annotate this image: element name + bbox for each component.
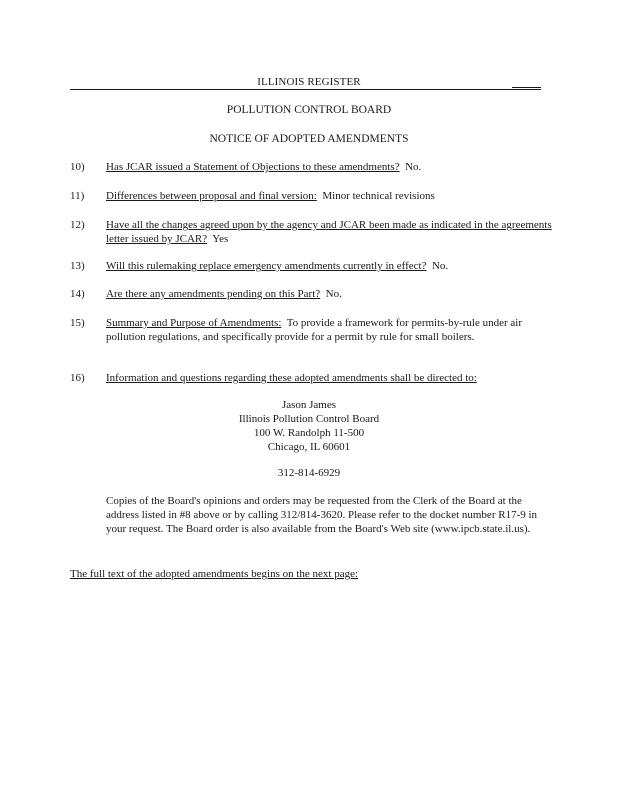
item-body — [106, 218, 576, 246]
contact-block — [0, 398, 618, 454]
item-question: Summary and Purpose of Amendments: — [106, 317, 282, 329]
item-question: Have all the changes agreed upon by the agency and JCAR been made as indicated in the agreements letter issued by JCAR? — [106, 219, 552, 245]
contact-phone-block — [0, 466, 618, 480]
item-answer: No. — [405, 161, 422, 173]
item-number: 14) — [70, 288, 85, 300]
copies-paragraph: Copies of the Board's opinions and orders may be requested from the Clerk of the Board at the address listed in #8 above or by calling 312/814-3620. Please refer to the docket number R17-9 in your request. The Board order is also available from the Board's Web site (www.ipcb.state.il.us). — [106, 495, 538, 535]
item-body — [106, 316, 538, 344]
item-number: 15) — [70, 317, 85, 329]
header-rule — [70, 89, 541, 90]
item-question: Are there any amendments pending on this Part? — [106, 288, 321, 300]
full-text-note-text: The full text of the adopted amendments begins on the next page: — [70, 568, 359, 580]
board-title: POLLUTION CONTROL BOARD — [226, 104, 392, 116]
item-body — [106, 189, 546, 203]
contact-name: Jason James — [281, 399, 337, 411]
item-question: Has JCAR issued a Statement of Objections to these amendments? — [106, 161, 400, 173]
item-answer: Yes — [212, 233, 229, 245]
item-number: 13) — [70, 260, 85, 272]
contact-address: 100 W. Randolph 11-500 — [253, 427, 365, 439]
item-question: Differences between proposal and final version: — [106, 190, 317, 202]
item-body — [106, 160, 546, 174]
item-body — [106, 259, 546, 273]
item-number: 12) — [70, 219, 85, 231]
item-number: 10) — [70, 161, 85, 173]
item-number: 11) — [70, 190, 85, 202]
item-body — [106, 371, 546, 385]
contact-org: Illinois Pollution Control Board — [238, 413, 380, 425]
contact-phone: 312-814-6929 — [277, 467, 341, 479]
item-answer: Minor technical revisions — [322, 190, 435, 202]
item-answer: No. — [431, 260, 449, 272]
notice-title: NOTICE OF ADOPTED AMENDMENTS — [209, 133, 409, 145]
item-answer: No. — [325, 288, 342, 300]
item-body — [106, 287, 546, 301]
full-text-note — [70, 567, 540, 581]
item-question: Information and questions regarding these adopted amendments shall be directed to: — [106, 372, 477, 384]
item-answer: To provide a framework for permits-by-rule under air pollution regulations, and specifically provide for a permit by rule for small boilers. — [106, 317, 523, 343]
header-rule-right — [512, 87, 541, 88]
contact-city: Chicago, IL 60601 — [267, 441, 351, 453]
item-question: Will this rulemaking replace emergency amendments currently in effect? — [106, 260, 427, 272]
item-number: 16) — [70, 372, 85, 384]
register-title: ILLINOIS REGISTER — [257, 76, 361, 88]
